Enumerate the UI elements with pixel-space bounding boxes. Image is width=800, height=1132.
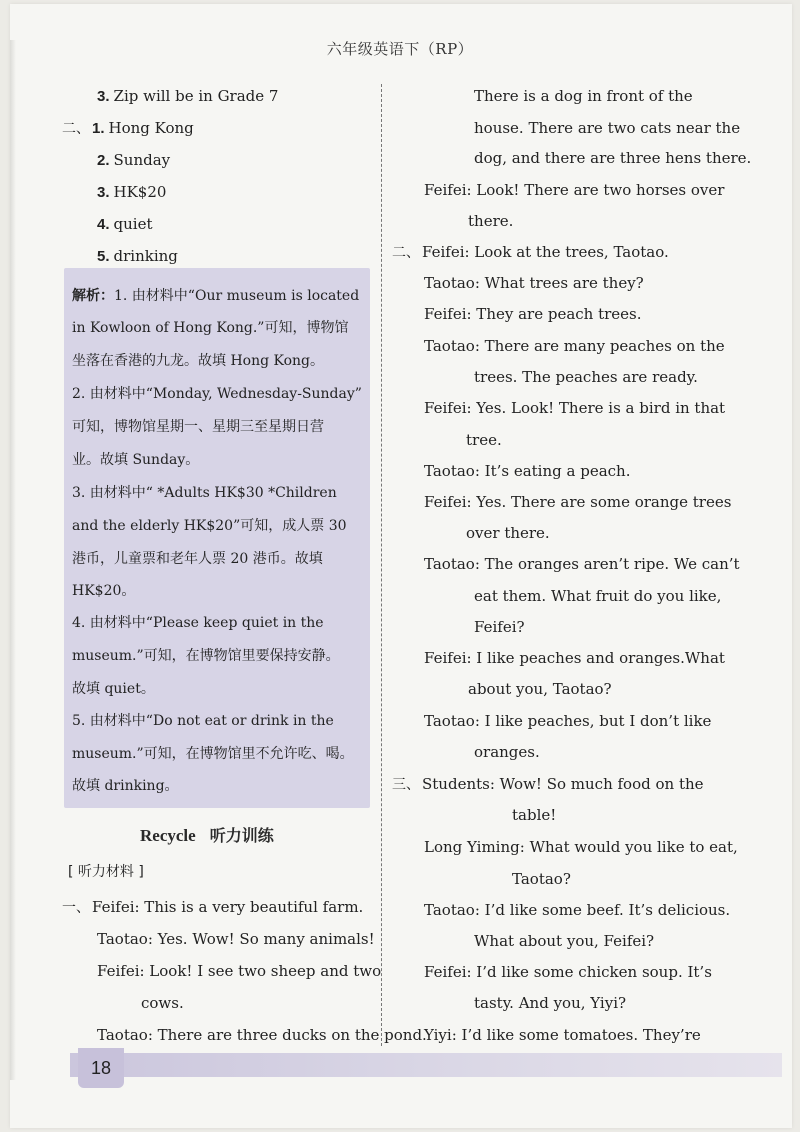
analysis-line: 故填 quiet。	[72, 681, 155, 697]
section-2-item-3	[97, 182, 166, 203]
analysis-line: 港币，儿童票和老年人票 20 港币。故填	[72, 551, 323, 567]
item-text: Hong Kong	[108, 119, 194, 137]
dialogue-line: What about you, Feifei?	[474, 932, 655, 950]
analysis-line: 4. 由材料中“Please keep quiet in the	[72, 615, 324, 631]
dialogue-line: Feifei?	[474, 618, 525, 636]
column-divider	[381, 84, 382, 1046]
answer-item-3	[97, 86, 278, 107]
dialogue-line: Feifei: I like peaches and oranges.What	[424, 649, 725, 667]
dialogue-line: trees. The peaches are ready.	[474, 368, 698, 386]
item-text: quiet	[113, 215, 153, 233]
analysis-line: 2. 由材料中“Monday, Wednesday-Sunday”	[72, 386, 362, 402]
analysis-line: museum.”可知，在博物馆里要保持安静。	[72, 648, 340, 664]
dialogue-line: Taotao: There are three ducks on the pond.	[97, 1026, 427, 1044]
dialogue-line: oranges.	[474, 743, 540, 761]
dialogue-line: Taotao: There are many peaches on the	[424, 337, 725, 355]
dialogue-line: house. There are two cats near the	[474, 119, 741, 137]
item-text: Sunday	[113, 151, 171, 169]
dialogue-line: Feifei: They are peach trees.	[424, 305, 642, 323]
analysis-line: in Kowloon of Hong Kong.”可知，博物馆	[72, 320, 349, 336]
dialogue-line: Taotao: I’d like some beef. It’s delicious.	[424, 901, 731, 919]
analysis-line: 故填 drinking。	[72, 778, 179, 794]
analysis-line: 3. 由材料中“ *Adults HK$30 *Children	[72, 485, 337, 501]
analysis-line: 解析：1. 由材料中“Our museum is located	[72, 288, 360, 304]
dialogue-line: eat them. What fruit do you like,	[474, 587, 722, 605]
item-text: HK$20	[113, 183, 167, 201]
item-number: 1.	[92, 120, 105, 137]
item-text: Zip will be in Grade 7	[113, 87, 279, 105]
item-number: 5.	[97, 248, 110, 265]
page-header: 六年级英语下（RP）	[326, 40, 474, 58]
dialogue-line: tree.	[466, 431, 502, 449]
analysis-line: HK$20。	[72, 583, 136, 599]
section-2-item-5	[97, 246, 178, 267]
recycle-cn: 听力训练	[209, 826, 274, 845]
section-marker: 二、	[62, 121, 90, 137]
dialogue-line: There is a dog in front of the	[474, 87, 693, 105]
material-label: [ 听力材料 ]	[68, 864, 144, 880]
analysis-line: 可知，博物馆星期一、星期三至星期日营	[72, 419, 324, 435]
dialogue-line: Feifei: Yes. There are some orange trees	[424, 493, 732, 511]
dialogue-line: Yiyi: I’d like some tomatoes. They’re	[424, 1026, 701, 1044]
section-marker: 三、	[392, 777, 420, 793]
dialogue-line: Feifei: Look! There are two horses over	[424, 181, 725, 199]
dialogue-line: Feifei: I’d like some chicken soup. It’s	[424, 963, 712, 981]
analysis-line: museum.”可知，在博物馆里不允许吃、喝。	[72, 746, 354, 762]
dialogue-line: cows.	[141, 994, 184, 1012]
section-2-item-1	[62, 118, 194, 139]
dialogue-line: Taotao: I like peaches, but I don’t like	[424, 712, 712, 730]
section-2-item-2	[97, 150, 170, 171]
analysis-line: 5. 由材料中“Do not eat or drink in the	[72, 713, 334, 729]
analysis-line: 业。故填 Sunday。	[72, 452, 200, 468]
recycle-en: Recycle	[140, 826, 196, 845]
analysis-label: 解析：	[72, 288, 114, 304]
dialogue-line: Feifei: Yes. Look! There is a bird in that	[424, 399, 726, 417]
dialogue-line: Taotao: Yes. Wow! So many animals!	[97, 930, 375, 948]
dialogue-line: tasty. And you, Yiyi?	[474, 994, 627, 1012]
item-number: 3.	[97, 88, 110, 105]
item-number: 2.	[97, 152, 110, 169]
item-number: 3.	[97, 184, 110, 201]
dialogue-line: there.	[468, 212, 514, 230]
dialogue-line: Taotao?	[512, 870, 571, 888]
dialogue-line: over there.	[466, 524, 550, 542]
dialogue-line: Taotao: What trees are they?	[424, 274, 644, 292]
dialogue-line: Long Yiming: What would you like to eat,	[424, 838, 738, 856]
analysis-line: and the elderly HK$20”可知，成人票 30	[72, 518, 347, 534]
dialogue-line: 一、 Feifei: This is a very beautiful farm.	[62, 898, 364, 916]
page-number: 18	[78, 1048, 124, 1088]
dialogue-line: Taotao: It’s eating a peach.	[424, 462, 631, 480]
dialogue-line: 二、 Feifei: Look at the trees, Taotao.	[392, 243, 669, 261]
item-number: 4.	[97, 216, 110, 233]
dialogue-line: Taotao: The oranges aren’t ripe. We can’t	[424, 555, 740, 573]
section-marker: 二、	[392, 245, 420, 261]
recycle-heading	[140, 823, 274, 846]
page-edge-shadow	[10, 40, 16, 1080]
dialogue-line: dog, and there are three hens there.	[474, 149, 752, 167]
section-2-item-4	[97, 214, 152, 235]
footer-band	[70, 1053, 782, 1077]
dialogue-line: about you, Taotao?	[468, 680, 612, 698]
dialogue-line: table!	[512, 806, 557, 824]
dialogue-line: Feifei: Look! I see two sheep and two	[97, 962, 382, 980]
section-marker: 一、	[62, 900, 90, 916]
item-text: drinking	[113, 247, 178, 265]
dialogue-line: 三、 Students: Wow! So much food on the	[392, 775, 704, 793]
analysis-line: 坐落在香港的九龙。故填 Hong Kong。	[72, 353, 325, 369]
